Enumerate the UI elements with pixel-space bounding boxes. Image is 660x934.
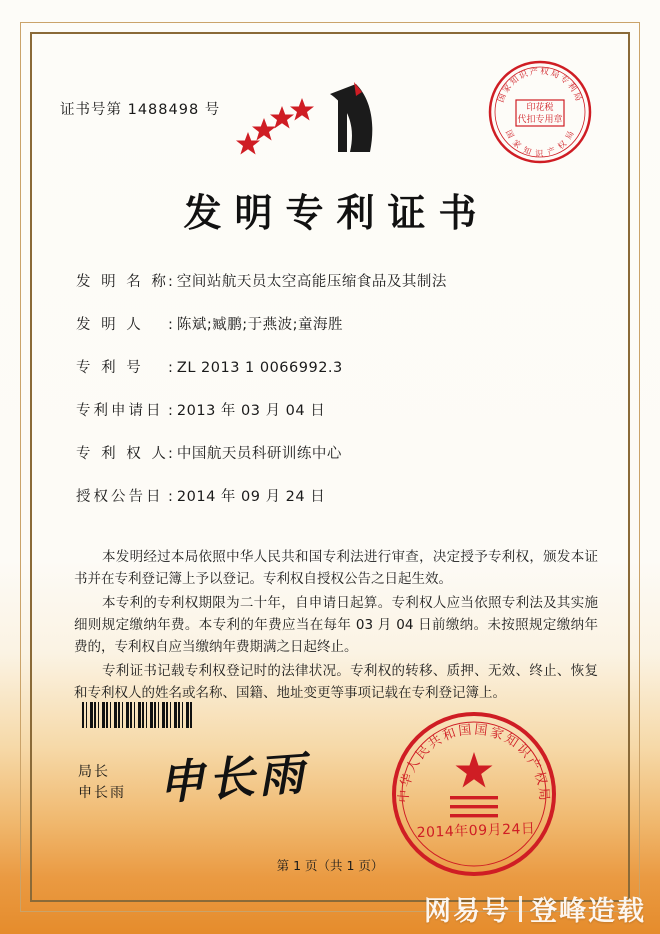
signatory-title-line1: 局长: [78, 764, 110, 780]
barcode: [82, 702, 194, 728]
body-paragraph-3: 专利证书记载专利权登记时的法律状况。专利权的转移、质押、无效、终止、恢复和专利权人的姓名或名称、国籍、地址变更等事项记载在专利登记簿上。: [74, 663, 598, 701]
field-colon: :: [168, 317, 173, 333]
field-row-patentee: [76, 442, 600, 463]
signatory-name-line2: 申长雨: [78, 785, 126, 801]
body-paragraph-2: 本专利的专利权期限为二十年，自申请日起算。专利权人应当依照专利法及其实施细则规定缴纳年费。本专利的年费应当在每年 03 月 04 日前缴纳。未按照规定缴纳年费的，专利权自应当缴纳年费期满之日起终止。: [74, 595, 598, 655]
field-row-grant-date: [76, 485, 600, 506]
field-label: 专 利 号: [76, 360, 144, 376]
field-label: 发 明 名 称: [76, 274, 169, 290]
field-row-invention-name: [76, 270, 600, 291]
field-value: 空间站航天员太空高能压缩食品及其制法: [176, 274, 447, 290]
field-label: 发 明 人: [76, 317, 144, 333]
svg-text:国 家 知 识 产 权 局: 国 家 知 识 产 权 局: [503, 128, 577, 158]
national-ip-office-seal-icon: [388, 708, 560, 880]
field-value: 2014 年 09 月 24 日: [176, 489, 326, 505]
svg-text:国家知识产权局专利局: 国家知识产权局专利局: [496, 66, 584, 105]
field-row-patent-number: [76, 356, 600, 377]
field-label: 专 利 权 人: [76, 446, 169, 462]
field-label: 专利申请日: [76, 403, 164, 419]
svg-text:代扣专用章: 代扣专用章: [517, 115, 563, 125]
watermark-divider-icon: [519, 896, 522, 922]
watermark-account: 登峰造载: [530, 896, 646, 927]
field-row-application-date: [76, 399, 600, 420]
field-colon: :: [168, 446, 173, 462]
seal-date: 2014年09月24日: [416, 820, 536, 842]
field-value: 2013 年 03 月 04 日: [176, 403, 326, 419]
field-colon: :: [168, 489, 173, 505]
svg-text:印花税: 印花税: [526, 103, 554, 113]
watermark-brand: 网易号: [424, 896, 511, 927]
patent-office-logo: [0, 78, 660, 168]
signatory-title: [78, 762, 126, 804]
field-value: ZL 2013 1 0066992.3: [176, 360, 343, 376]
page-title: 发明专利证书: [183, 190, 490, 235]
svg-text:中华人民共和国国家知识产权局: 中华人民共和国国家知识产权局: [396, 722, 552, 804]
body-paragraph-1: 本发明经过本局依照中华人民共和国专利法进行审查，决定授予专利权，颁发本证书并在专利登记簿上予以登记。专利权自授权公告之日起生效。: [74, 549, 598, 587]
field-colon: :: [168, 403, 173, 419]
field-colon: :: [168, 274, 173, 290]
field-value: 中国航天员科研训练中心: [176, 446, 342, 462]
field-label: 授权公告日: [76, 489, 164, 505]
field-colon: :: [168, 360, 173, 376]
field-list: [76, 270, 600, 528]
legal-body-text: [74, 546, 598, 706]
watermark: [424, 889, 646, 928]
page-footer: 第 1 页（共 1 页）: [276, 858, 384, 873]
handwritten-signature: 申长雨: [156, 745, 310, 811]
field-value: 陈斌;臧鹏;于燕波;童海胜: [176, 317, 344, 333]
field-row-inventors: [76, 313, 600, 334]
certificate-serial-number: 证书号第 1488498 号: [60, 102, 221, 118]
